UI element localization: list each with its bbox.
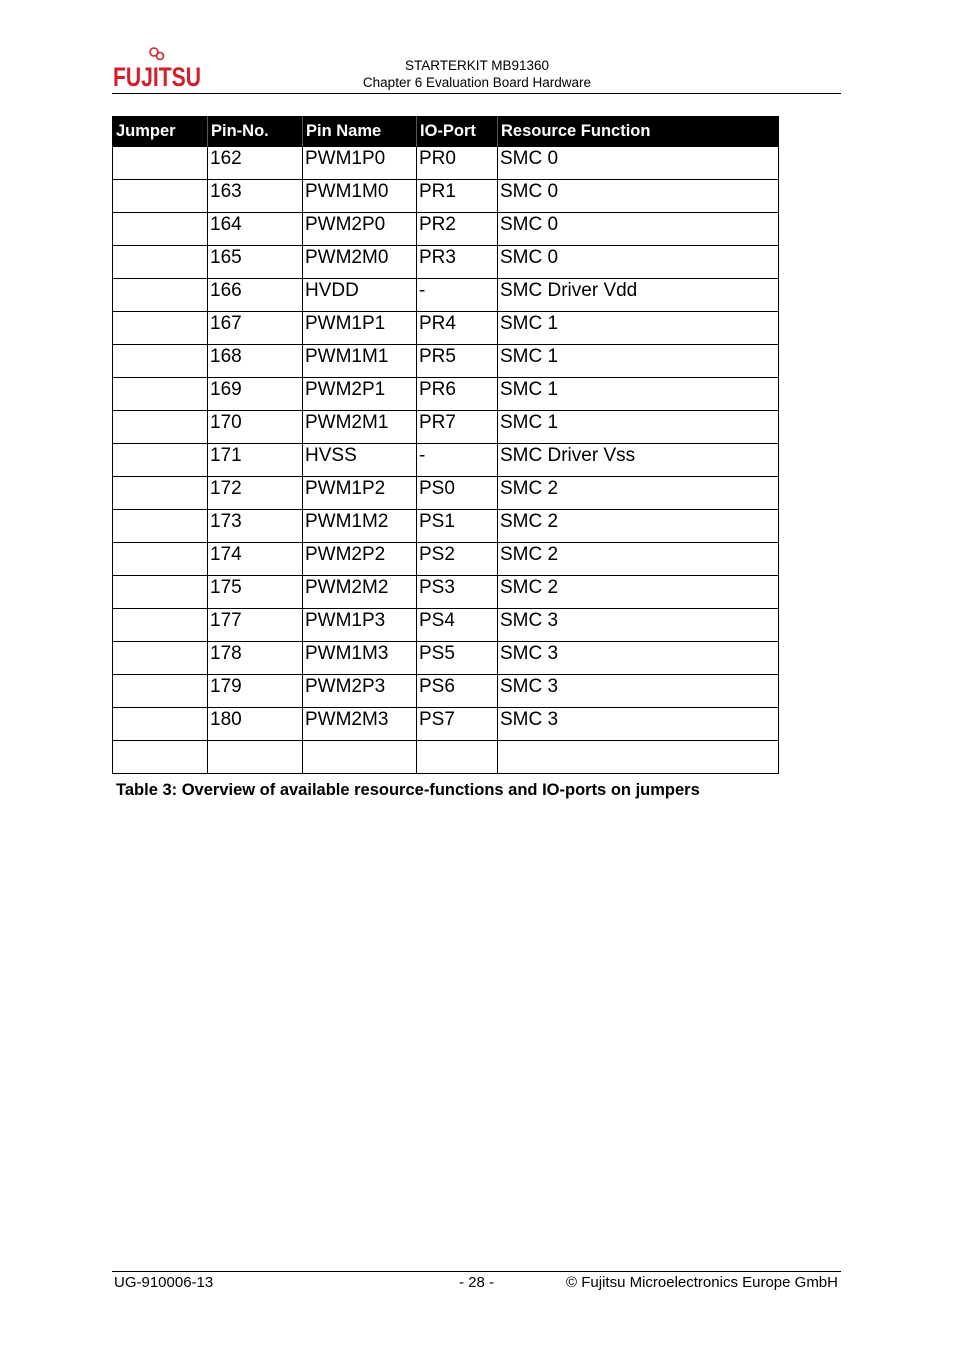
cell-pin-no: 165 <box>208 246 303 279</box>
cell-resource-function: SMC 2 <box>498 510 779 543</box>
cell-pin-no: 168 <box>208 345 303 378</box>
table-row <box>113 444 779 477</box>
cell-io-port: PS6 <box>417 675 498 708</box>
cell-jumper <box>113 378 208 411</box>
cell-resource-function: SMC 0 <box>498 213 779 246</box>
table-row <box>113 642 779 675</box>
cell-jumper <box>113 279 208 312</box>
cell-pin-no <box>208 741 303 774</box>
cell-jumper <box>113 675 208 708</box>
cell-resource-function: SMC 3 <box>498 708 779 741</box>
cell-io-port: PR7 <box>417 411 498 444</box>
table-row <box>113 279 779 312</box>
cell-jumper <box>113 741 208 774</box>
cell-io-port: PR3 <box>417 246 498 279</box>
cell-pin-no: 173 <box>208 510 303 543</box>
cell-pin-no: 164 <box>208 213 303 246</box>
cell-jumper <box>113 312 208 345</box>
cell-io-port: PR0 <box>417 147 498 180</box>
col-header-resource-function: Resource Function <box>498 116 779 147</box>
cell-pin-no: 174 <box>208 543 303 576</box>
table-row <box>113 312 779 345</box>
col-header-io-port: IO-Port <box>417 116 498 147</box>
footer-copyright: © Fujitsu Microelectronics Europe GmbH <box>566 1274 838 1291</box>
cell-io-port: - <box>417 279 498 312</box>
table-row <box>113 180 779 213</box>
cell-pin-name: PWM2P3 <box>303 675 417 708</box>
footer-rule <box>112 1271 841 1272</box>
cell-pin-name: HVSS <box>303 444 417 477</box>
cell-io-port: PR4 <box>417 312 498 345</box>
cell-pin-no: 180 <box>208 708 303 741</box>
table-row <box>113 147 779 180</box>
cell-jumper <box>113 642 208 675</box>
table-row <box>113 576 779 609</box>
cell-jumper <box>113 180 208 213</box>
table-row <box>113 741 779 774</box>
cell-pin-name <box>303 741 417 774</box>
cell-pin-no: 179 <box>208 675 303 708</box>
col-header-jumper: Jumper <box>113 116 208 147</box>
table-row <box>113 411 779 444</box>
cell-jumper <box>113 411 208 444</box>
cell-pin-no: 171 <box>208 444 303 477</box>
cell-resource-function: SMC 3 <box>498 675 779 708</box>
cell-pin-no: 177 <box>208 609 303 642</box>
cell-jumper <box>113 609 208 642</box>
cell-pin-no: 175 <box>208 576 303 609</box>
cell-io-port <box>417 741 498 774</box>
table-row <box>113 543 779 576</box>
header-title: STARTERKIT MB91360 <box>404 58 550 73</box>
cell-pin-no: 170 <box>208 411 303 444</box>
table-row <box>113 378 779 411</box>
cell-io-port: PS7 <box>417 708 498 741</box>
cell-pin-name: PWM1M1 <box>303 345 417 378</box>
cell-resource-function: SMC 3 <box>498 642 779 675</box>
cell-resource-function: SMC Driver Vss <box>498 444 779 477</box>
cell-resource-function: SMC 2 <box>498 477 779 510</box>
cell-pin-no: 172 <box>208 477 303 510</box>
cell-resource-function <box>498 741 779 774</box>
cell-io-port: PS2 <box>417 543 498 576</box>
cell-resource-function: SMC 2 <box>498 543 779 576</box>
cell-pin-name: PWM2P2 <box>303 543 417 576</box>
cell-jumper <box>113 576 208 609</box>
cell-pin-name: PWM2M1 <box>303 411 417 444</box>
cell-pin-name: PWM1M2 <box>303 510 417 543</box>
cell-resource-function: SMC 1 <box>498 378 779 411</box>
cell-jumper <box>113 510 208 543</box>
cell-io-port: PS5 <box>417 642 498 675</box>
col-header-pin-name: Pin Name <box>303 116 417 147</box>
cell-jumper <box>113 477 208 510</box>
col-header-pin-no: Pin-No. <box>208 116 303 147</box>
table-row <box>113 477 779 510</box>
cell-pin-name: PWM1M0 <box>303 180 417 213</box>
table-row <box>113 246 779 279</box>
cell-resource-function: SMC Driver Vdd <box>498 279 779 312</box>
cell-pin-no: 162 <box>208 147 303 180</box>
footer-page-number: - 28 - <box>459 1274 495 1291</box>
logo-text: FUJITSU <box>113 62 201 92</box>
cell-io-port: PR2 <box>417 213 498 246</box>
table-header-row <box>113 116 779 147</box>
cell-resource-function: SMC 1 <box>498 312 779 345</box>
cell-jumper <box>113 708 208 741</box>
cell-resource-function: SMC 3 <box>498 609 779 642</box>
cell-resource-function: SMC 1 <box>498 411 779 444</box>
cell-pin-no: 167 <box>208 312 303 345</box>
table-row <box>113 708 779 741</box>
header-rule <box>112 93 841 94</box>
cell-pin-name: PWM2M2 <box>303 576 417 609</box>
cell-resource-function: SMC 2 <box>498 576 779 609</box>
cell-resource-function: SMC 0 <box>498 147 779 180</box>
table-row <box>113 345 779 378</box>
cell-io-port: PR5 <box>417 345 498 378</box>
cell-pin-name: PWM1P0 <box>303 147 417 180</box>
cell-pin-no: 178 <box>208 642 303 675</box>
cell-pin-name: PWM1P1 <box>303 312 417 345</box>
cell-pin-name: PWM2M0 <box>303 246 417 279</box>
footer-doc-id: UG-910006-13 <box>114 1274 214 1291</box>
cell-pin-no: 163 <box>208 180 303 213</box>
table-row <box>113 609 779 642</box>
table-caption: Table 3: Overview of available resource-functions and IO-ports on jumpers <box>116 781 700 799</box>
cell-resource-function: SMC 0 <box>498 180 779 213</box>
cell-pin-name: PWM1M3 <box>303 642 417 675</box>
cell-io-port: PR6 <box>417 378 498 411</box>
cell-io-port: PS4 <box>417 609 498 642</box>
cell-pin-no: 166 <box>208 279 303 312</box>
cell-pin-no: 169 <box>208 378 303 411</box>
table-row <box>113 675 779 708</box>
table-row <box>113 510 779 543</box>
cell-io-port: PR1 <box>417 180 498 213</box>
cell-pin-name: PWM2P0 <box>303 213 417 246</box>
cell-jumper <box>113 213 208 246</box>
cell-pin-name: PWM1P3 <box>303 609 417 642</box>
cell-pin-name: HVDD <box>303 279 417 312</box>
cell-jumper <box>113 444 208 477</box>
cell-jumper <box>113 543 208 576</box>
cell-pin-name: PWM1P2 <box>303 477 417 510</box>
cell-io-port: - <box>417 444 498 477</box>
running-header <box>300 57 654 91</box>
cell-pin-name: PWM2M3 <box>303 708 417 741</box>
cell-jumper <box>113 147 208 180</box>
fujitsu-logo <box>112 46 204 92</box>
cell-io-port: PS0 <box>417 477 498 510</box>
header-subtitle: Chapter 6 Evaluation Board Hardware <box>362 75 592 90</box>
cell-pin-name: PWM2P1 <box>303 378 417 411</box>
cell-jumper <box>113 246 208 279</box>
cell-resource-function: SMC 1 <box>498 345 779 378</box>
pin-table <box>112 116 779 774</box>
cell-io-port: PS1 <box>417 510 498 543</box>
cell-resource-function: SMC 0 <box>498 246 779 279</box>
table-row <box>113 213 779 246</box>
cell-io-port: PS3 <box>417 576 498 609</box>
cell-jumper <box>113 345 208 378</box>
